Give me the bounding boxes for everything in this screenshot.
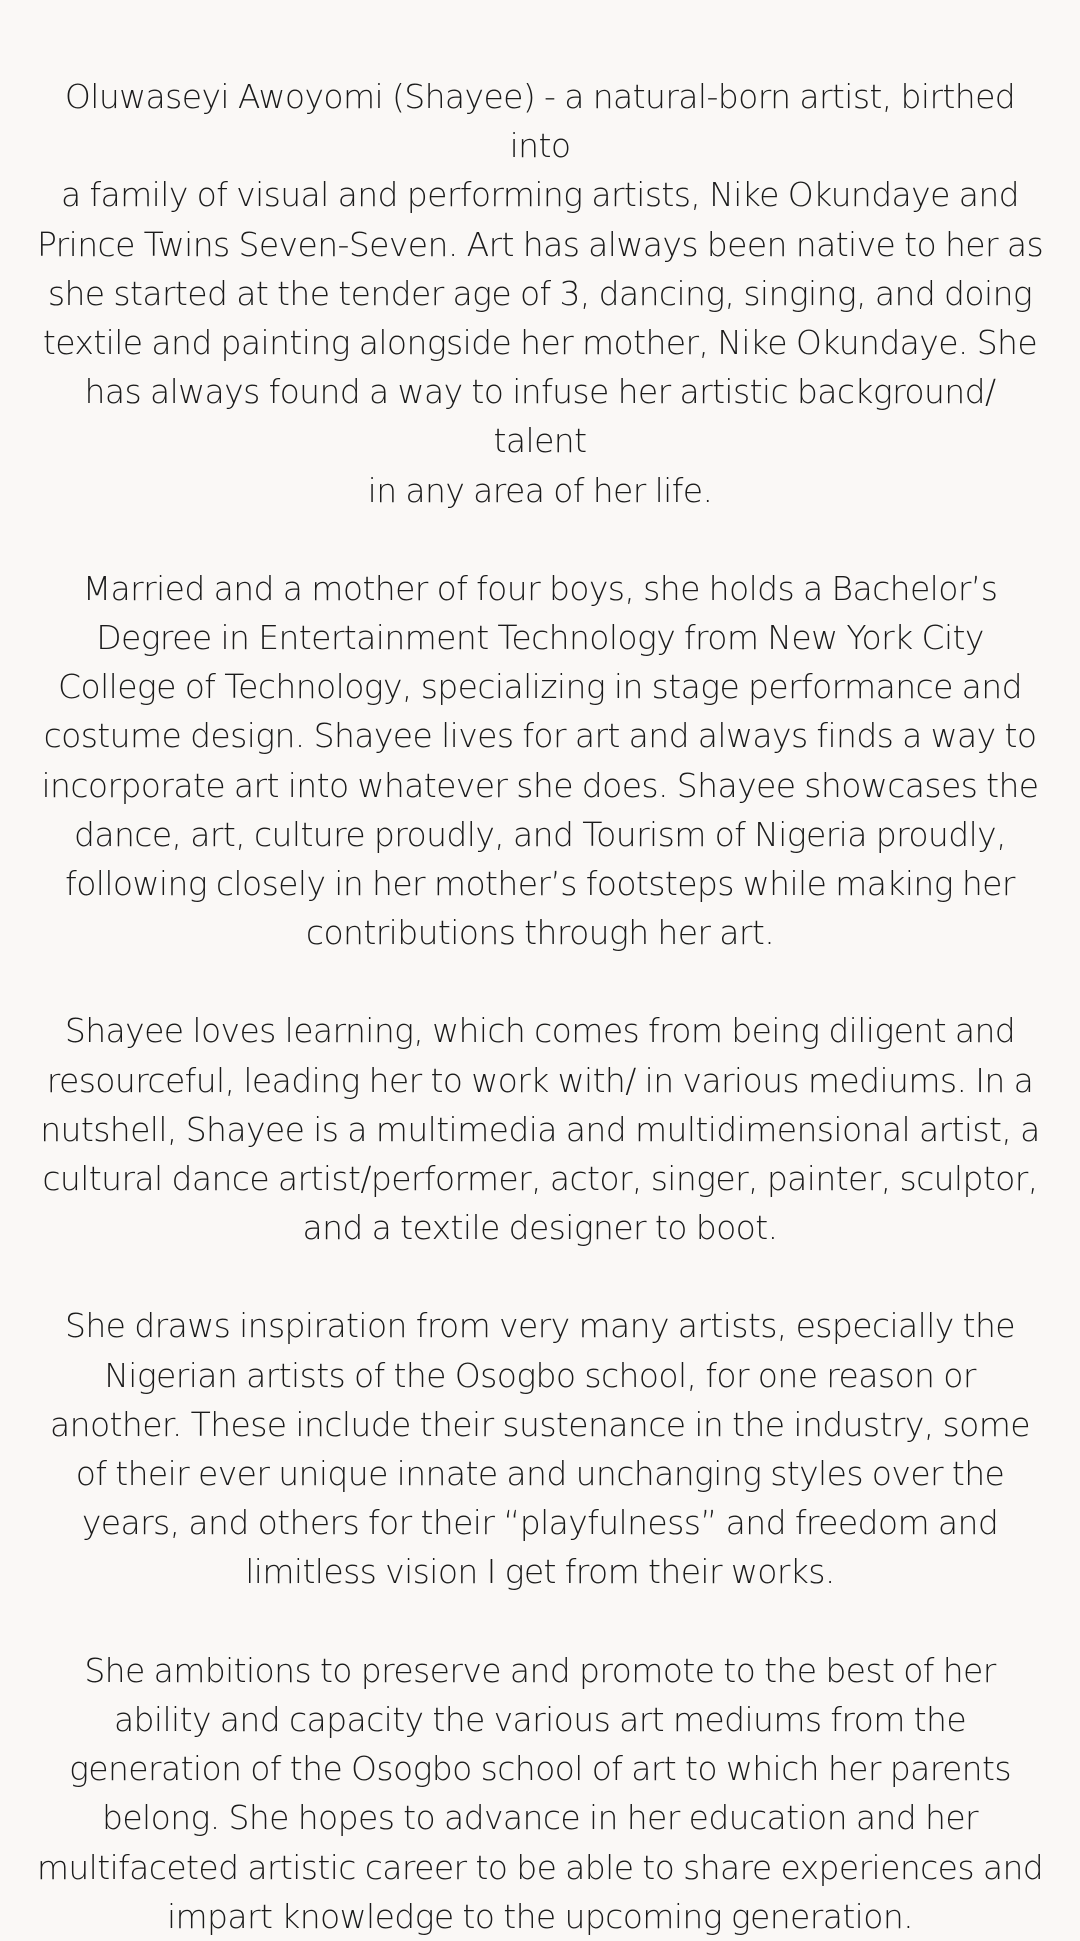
bio-paragraph-ambitions: She ambitions to preserve and promote to the best of her ability and capacity the various art mediums from the generation of the Osogbo school of art to which her parents belong. She hopes to advance in her education and her multifaceted artistic career to be able to share experiences and impart knowledge to the upcoming generation. xyxy=(36,1650,1044,1936)
bio-paragraph-inspiration: She draws inspiration from very many artists, especially the Nigerian artists of the Osogbo school, for one reason or another. These include their sustenance in the industry, some of their ever unique innate and unchanging styles over the years, and others for their “playfulness” and freedom and limitless vision I get from their works. xyxy=(50,1306,1030,1592)
bio-paragraph-education: Married and a mother of four boys, she holds a Bachelor’s Degree in Entertainment Technology from New York City College of Technology, specializing in stage performance and costume design. Shayee lives for art and always finds a way to incorporate art into whatever she does. Shayee showcases the dance, art, culture proudly, and Tourism of Nigeria proudly, following closely in her mother’s footsteps while making her contributions through her art. xyxy=(41,568,1039,953)
bio-paragraph-background: Oluwaseyi Awoyomi (Shayee) - a natural-born artist, birthed into a family of visual and performing artists, Nike Okundaye and Prince Twins Seven-Seven. Art has always been native to her as she started at the tender age of 3, dancing, singing, and doing textile and painting alongside her mother, Nike Okundaye. She has always found a way to infuse her artistic background/ talent in any area of her life. xyxy=(36,77,1044,510)
bio-paragraph-mediums: Shayee loves learning, which comes from being diligent and resourceful, leading her to work with/ in various mediums. In a nutshell, Shayee is a multimedia and multidimensional artist, a cultural dance artist/performer, actor, singer, painter, sculptor, and a textile designer to boot. xyxy=(40,1011,1040,1248)
